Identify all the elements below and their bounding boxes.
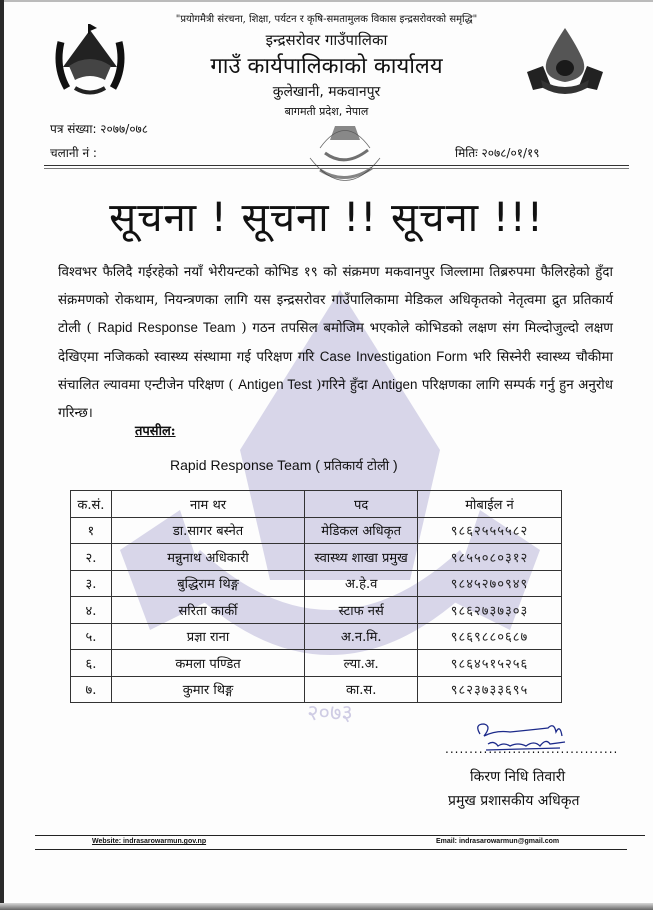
table-row (71, 517, 562, 544)
header-name: नाम थर (111, 491, 304, 518)
post-cell: स्टाफ नर्स (305, 597, 418, 624)
signer-title: प्रमुख प्रशासकीय अधिकृत (448, 793, 580, 809)
serial-cell: ६. (71, 650, 112, 677)
body-text-english: Case Investigation Form (319, 348, 468, 364)
serial-cell: ५. (71, 623, 112, 650)
svg-text:२०७३: २०७३ (307, 701, 353, 726)
body-text: ) गठन तपसिल बमोजिम भएकोले कोभिडको लक्षण संग मिल्दोजुल्दो लक्षण देखिएमा नजिकको स्वास्थ्य संस्थामा गई परिक्षण गरि (58, 321, 613, 365)
serial-cell: २. (71, 544, 112, 571)
team-table (70, 490, 562, 703)
mobile-cell: ९८६२५५५५८२ (418, 517, 562, 544)
post-cell: का.स. (305, 676, 418, 703)
body-text: परिक्षणका लागि सम्पर्क गर्नु हुन अनुरोध गरिन्छ। (58, 378, 613, 421)
dispatch-number: चलानी नं : (50, 146, 97, 160)
body-text-english: Antigen (372, 377, 418, 393)
organization-name: इन्द्रसरोवर गाउँपालिका (265, 31, 388, 49)
address-line-2: बागमती प्रदेश, नेपाल (284, 105, 369, 118)
mobile-cell: ९८६४५१५२५६ (418, 650, 562, 677)
nepal-emblem-icon (55, 22, 125, 102)
table-header-row (71, 491, 562, 518)
name-cell: सरिता कार्की (111, 597, 304, 624)
table-row (71, 597, 562, 624)
footer-website[interactable]: Website: indrasarowarmun.gov.np (92, 838, 207, 845)
body-text-english: Antigen Test (238, 377, 312, 393)
table-row (71, 676, 562, 703)
schedule-heading: तपसील: (135, 424, 176, 439)
table-title-english: Rapid Response Team ( (170, 457, 324, 473)
post-cell: अ.हे.व (305, 570, 418, 597)
body-text-english: Rapid Response Team (97, 320, 236, 336)
body-text: विश्वभर फैलिदै गईरहेको नयाँ भेरीयन्टको कोभिड १९ को संक्रमण मकवानपुर जिल्लामा तिब्ररुपमा फैलिरहेको हुँदा संक्रमणको रोकथाम, नियन्त्रणका लागि यस इन्द्रसरोवर गाउँपालिकामा मेडिकल अधिकृतको नेतृत्वमा द्रुत प्रतिकार्य टोली ( (58, 265, 613, 337)
name-cell: कुमार थिङ्ग (111, 676, 304, 703)
table-row (71, 650, 562, 677)
body-text: )गरिने हुँदा (311, 378, 373, 394)
footer-email[interactable]: Email: indrasarowarmun@gmail.com (436, 838, 560, 845)
mobile-cell: ९८५५०८०३१२ (418, 544, 562, 571)
header-mobile: मोबाईल नं (418, 491, 562, 518)
footer-divider (35, 849, 627, 850)
name-cell: कमला पण्डित (111, 650, 304, 677)
header-post: पद (305, 491, 418, 518)
motto: "प्रयोगमैत्री संरचना, शिक्षा, पर्यटन र कृषि-समतामुलक विकास इन्द्रसरोवरको समृद्धि" (175, 14, 478, 25)
mobile-cell: ९८६९८८०६८७ (418, 623, 562, 650)
footer-divider (35, 835, 645, 836)
signature-line: .................................... (445, 742, 619, 756)
table-row (71, 570, 562, 597)
table-row (71, 544, 562, 571)
mobile-cell: ९८४५२७०९४९ (418, 570, 562, 597)
header-divider (44, 168, 629, 169)
letter-date: मितिः २०७८/०१/१९ (455, 146, 540, 160)
notice-body (58, 259, 613, 428)
post-cell: स्वास्थ्य शाखा प्रमुख (305, 544, 418, 571)
header-divider (44, 165, 629, 166)
serial-cell: ७. (71, 676, 112, 703)
notice-title: सूचना ! सूचना !! सूचना !!! (109, 195, 544, 241)
office-stamp-icon (290, 108, 400, 198)
post-cell: अ.न.मि. (305, 623, 418, 650)
post-cell: मेडिकल अधिकृत (305, 517, 418, 544)
scan-edge (0, 903, 653, 910)
scan-edge (0, 0, 653, 2)
body-text: भरि सिस्नेरी स्वास्थ्य चौकीमा संचालित ल्यावमा एन्टीजेन परिक्षण ( (58, 349, 613, 394)
name-cell: मन्नुनाथ अधिकारी (111, 544, 304, 571)
table-row (71, 623, 562, 650)
post-cell: ल्या.अ. (305, 650, 418, 677)
address-line-1: कुलेखानी, मकवानपुर (272, 84, 381, 100)
serial-cell: ३. (71, 570, 112, 597)
mobile-cell: ९८६२७३७३०३ (418, 597, 562, 624)
table-title (170, 456, 398, 474)
name-cell: बुद्धिराम थिङ्ग (111, 570, 304, 597)
table-title-nepali: प्रतिकार्य टोली (323, 459, 390, 474)
municipality-logo-icon (525, 26, 605, 102)
serial-cell: १ (71, 517, 112, 544)
mobile-cell: ९८२३७३३६९५ (418, 676, 562, 703)
letter-number: पत्र संख्या: २०७७/०७८ (50, 122, 149, 136)
serial-cell: ४. (71, 597, 112, 624)
table-title-close: ) (389, 457, 398, 473)
scan-edge (0, 0, 4, 910)
name-cell: डा.सागर बस्नेत (111, 517, 304, 544)
signer-name: किरण निधि तिवारी (470, 769, 566, 785)
header-serial: क.सं. (71, 491, 112, 518)
office-name: गाउँ कार्यपालिकाको कार्यालय (210, 54, 443, 79)
name-cell: प्रज्ञा राना (111, 623, 304, 650)
